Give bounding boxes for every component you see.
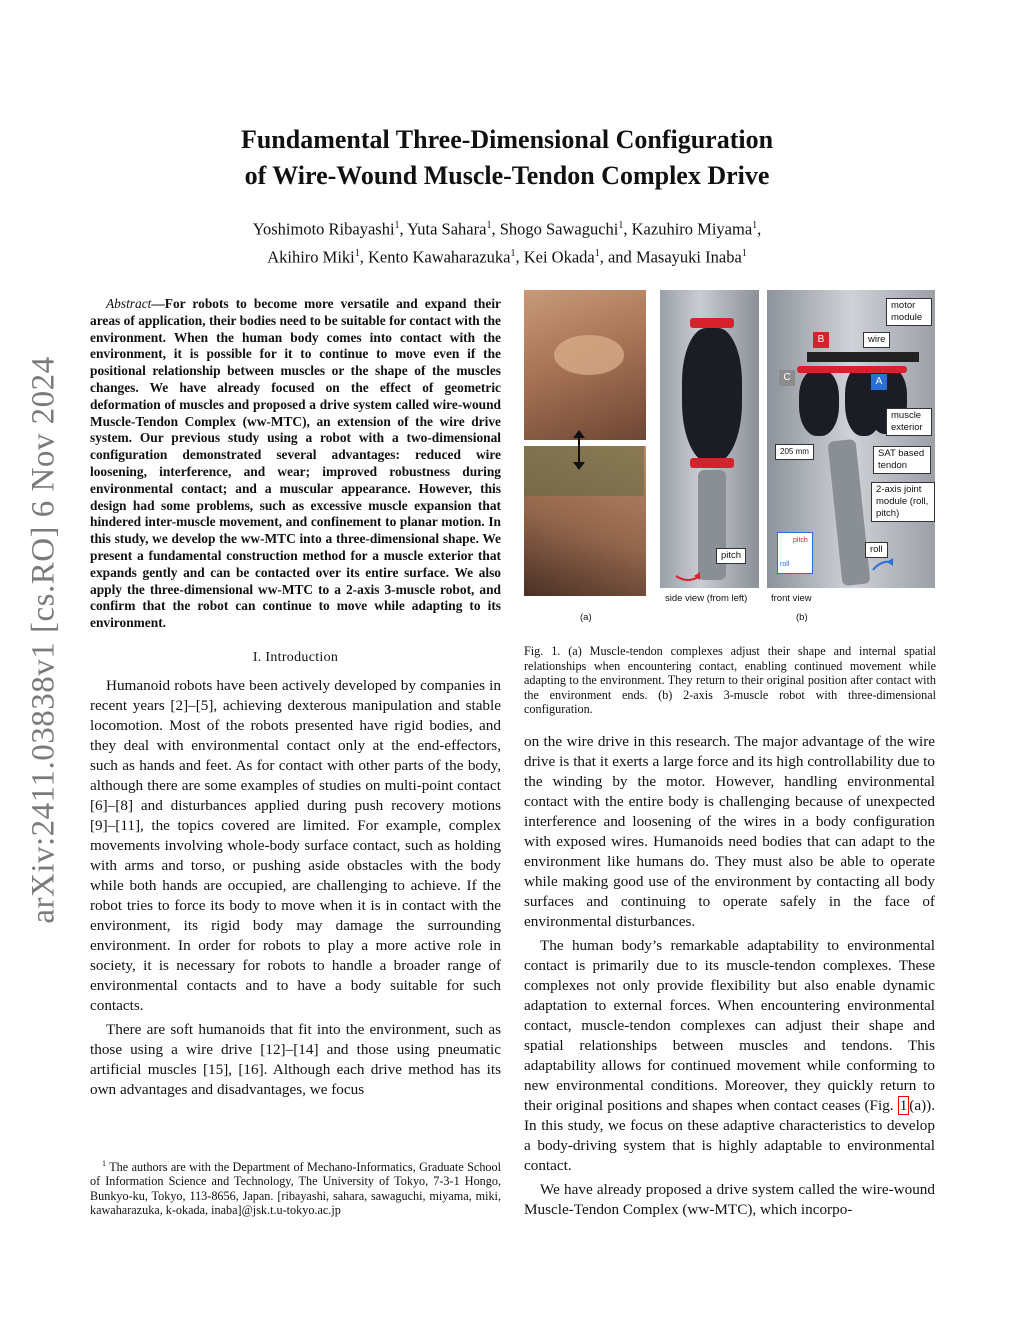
author-separator: , (515, 247, 524, 266)
section-heading-introduction: I. Introduction (252, 649, 339, 665)
label-roll: roll (865, 542, 888, 558)
left-column (90, 296, 501, 1104)
affiliation-mark: 1 (594, 247, 600, 259)
photo-arm-flexed (524, 290, 646, 440)
affiliation-mark: 1 (752, 220, 758, 231)
author-separator: , (359, 247, 368, 266)
arxiv-identifier (22, 350, 66, 930)
paragraph (524, 936, 935, 1176)
paragraph-text: (a)). In this study, we focus on these adaptive characteristics to develop a body-driving system that is highly adaptable to environmental contact. (524, 1097, 935, 1174)
subfigure-label-b: (b) (796, 612, 808, 623)
author-separator: , and (599, 247, 636, 266)
label-joint-module: 2-axis joint module (roll, pitch) (871, 482, 935, 522)
figure-caption: Fig. 1. (a) Muscle-tendon complexes adjust their shape and internal spatial relationships when encountering contact, enabling continued movement while adapting to the environment. They return to their original position after contact with the environment ends. (b) 2-axis 3-muscle robot with three-dimensional configuration. (524, 644, 936, 716)
affiliation-mark: 1 (510, 247, 516, 259)
affiliation-mark: 1 (394, 220, 400, 231)
title-line-1: Fundamental Three-Dimensional Configuration (240, 125, 774, 154)
affiliation-mark: 1 (618, 220, 624, 231)
author-line-1 (130, 214, 884, 242)
author-separator: , (491, 219, 500, 239)
footnote (90, 1157, 501, 1217)
label-sat-tendon: SAT based tendon (873, 446, 931, 474)
paper-title (150, 122, 864, 194)
affiliation-mark: 1 (486, 220, 492, 231)
figure-1 (524, 290, 936, 630)
footnote-text: The authors are with the Department of Mechano-Informatics, Graduate School of Information Science and Technology, The University of Tokyo, 7-3-1 Hongo, Bunkyo-ku, Tokyo, 113-8656, Japan. [ribayashi, sahara, sawaguchi, miyama, miki, kawaharazuka, k-okada, inaba]@jsk.t.u-tokyo.ac.jp (90, 1160, 502, 1217)
label-front-view: front view (771, 593, 812, 604)
affiliation-mark: 1 (354, 247, 360, 259)
paragraph: We have already proposed a drive system called the wire-wound Muscle-Tendon Complex (ww-MTC), which incorpo- (524, 1181, 935, 1218)
label-muscle-exterior: muscle exterior (886, 408, 932, 436)
author-name: Kazuhiro Miyama (631, 219, 753, 239)
muscle-tag-c: C (779, 370, 795, 386)
label-side-view: side view (from left) (665, 593, 748, 604)
author-name: Akihiro Miki (267, 247, 355, 266)
author-separator: , (399, 219, 408, 239)
photo-robot-side-view (660, 290, 759, 588)
abstract-text: For robots to become more versatile and expand their areas of application, their bodies need to be suitable for contact with the environment. When the human body comes into contact with the environment, it is possible for it to continue to move even if the positional relationship between muscles or the shape of the muscles changes. We have already focused on the effect of geometric deformation of muscles and proposed a drive system called wire-wound Muscle-Tendon Complex (ww-MTC), an extension of the wire drive system. Our previous study using a robot with a two-dimensional configuration demonstrated several advantages: reduced wire loosening, interference, and wear; improved robustness during environmental contact; and a muscular appearance. However, this design had some problems, such as excessive muscle expansion that hindered inter-muscle movement, and confinement to planar motion. In this study, we develop the ww-MTC into a three-dimensional shape. We present a fundamental construction method for a muscle exterior that expands gently and can be contacted over its entire surface. We also apply the three-dimensional ww-MTC to a 2-axis 3-muscle robot, and confirm that the robot can continue to move while adapting to its environment. (90, 296, 501, 631)
abstract-dash: — (151, 296, 165, 311)
label-wire: wire (863, 332, 890, 348)
author-name: Yuta Sahara (407, 219, 487, 239)
paragraph: on the wire drive in this research. The major advantage of the wire drive is that it exerts a large force and its high controllability due to the winding by the motor. However, handling environmental contact with the entire body is challenging because of unexpected interference and loosening of the wires in a body configuration with exposed wires. Humanoids need bodies that can adapt to the environment like humans do. They must also be able to operate while making good use of the environment by contacting all body surfaces and continuing to operate safely in the face of environmental disturbances. (524, 733, 935, 930)
arxiv-identifier-text: arXiv:2411.03838v1 [cs.RO] 6 Nov 2024 (25, 356, 62, 924)
muscle-tag-b: B (813, 332, 829, 348)
roll-arrow-icon (871, 558, 895, 572)
axis-inset (777, 532, 813, 574)
author-name: Masayuki Inaba (635, 247, 742, 266)
label-motor-module: motor module (886, 298, 932, 326)
photo-robot-front-view (767, 290, 935, 588)
affiliation-mark: 1 (741, 247, 747, 259)
author-line-2 (130, 242, 884, 270)
abstract-label: Abstract (106, 296, 152, 311)
footnote-mark: 1 (102, 1159, 106, 1168)
subfigure-label-a: (a) (580, 612, 592, 623)
author-name: Kento Kawaharazuka (368, 247, 511, 266)
label-scale: 205 mm (775, 444, 814, 460)
inset-pitch: pitch (793, 537, 808, 544)
author-name: Shogo Sawaguchi (499, 219, 619, 239)
author-separator: , (757, 219, 762, 239)
rotation-arrow-icon (674, 568, 702, 582)
figure-reference-link[interactable]: 1 (899, 1097, 908, 1114)
paragraph-text: The human body’s remarkable adaptability to environmental contact is primarily due to its muscle-tendon complexes. These complexes not only provide flexibility but also enable dynamic adaptation to external forces. When encountering environmental contact, muscle-tendon complexes can adjust their shape and spatial relationships between muscles and tendons. This adaptability allows for continued movement while conforming to new environmental conditions. Moreover, they quickly return to their original positions and shapes when contact ceases (Fig. (524, 937, 935, 1114)
abstract (90, 296, 501, 632)
muscle-tag-a: A (871, 374, 887, 390)
paragraph: Humanoid robots have been actively developed by companies in recent years [2]–[5], achieving dexterous manipulation and stable locomotion. Most of the robots presented have rigid bodies, and they deal with environmental contact only at the end-effectors, such as hands and feet. As for contact with other parts of the body, although there are some examples of studies on multi-point contact [6]–[8] and disturbances applied during push recovery motions [9]–[11], the topics covered are limited. For example, complex movements involving whole-body surface contact, such as holding with arms and torso, or pushing aside obstacles with the body while both hands are occupied, are challenging to achieve. If the robot tries to force its body to move when it is in contact with the environment, its rigid body may damage the surrounding environment. In order for robots to play a more active role in society, it is necessary for robots to handle a broader range of environmental contacts and to have a body suitable for such contacts. (90, 676, 501, 1014)
author-name: Kei Okada (523, 247, 595, 266)
author-separator: , (623, 219, 632, 239)
title-line-2: of Wire-Wound Muscle-Tendon Complex Drive (244, 161, 770, 190)
author-name: Yoshimoto Ribayashi (252, 219, 395, 239)
right-column (524, 732, 935, 1224)
double-arrow-icon (572, 430, 586, 470)
author-list (130, 214, 884, 269)
paragraph: There are soft humanoids that fit into the environment, such as those using a wire drive [12]–[14] and those using pneumatic artificial muscles [15], [16]. Although each drive method has its own advantages and disadvantages, we focus (90, 1020, 501, 1098)
inset-roll: roll (780, 561, 790, 568)
label-pitch: pitch (716, 548, 746, 564)
